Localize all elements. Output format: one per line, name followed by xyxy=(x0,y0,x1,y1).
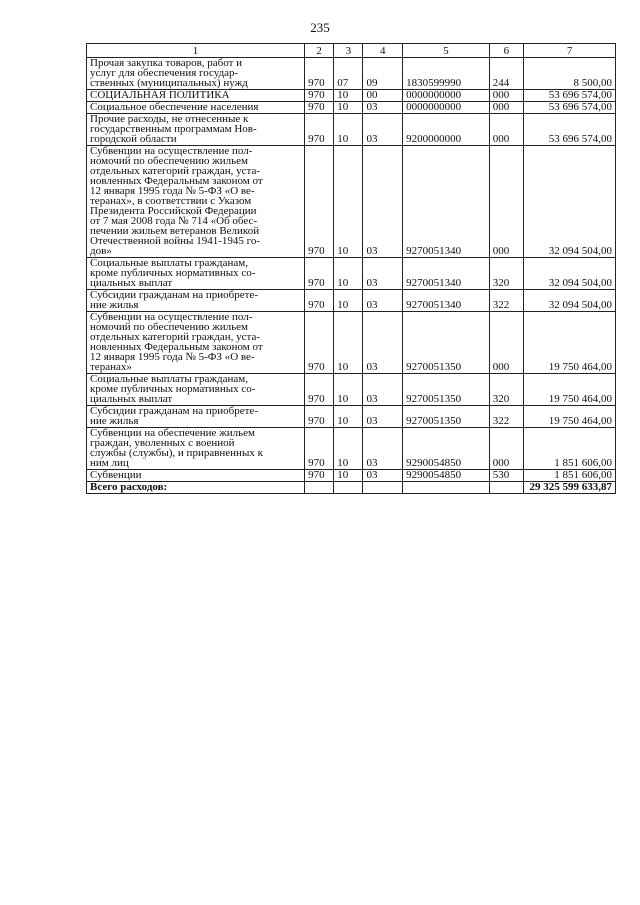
expense-type-code: 000 xyxy=(489,146,523,258)
subsection-code: 00 xyxy=(363,90,403,102)
row-name: Прочая закупка товаров, работ и услуг для обеспечения государ- ственных (муниципальных) нужд xyxy=(87,58,305,90)
admin-code: 970 xyxy=(305,290,334,312)
section-code: 10 xyxy=(334,146,363,258)
expense-type-code: 322 xyxy=(489,406,523,428)
total-row xyxy=(87,482,616,494)
expense-type-code: 530 xyxy=(489,470,523,482)
amount: 53 696 574,00 xyxy=(524,102,616,114)
target-article-code: 0000000000 xyxy=(403,102,490,114)
expenditure-table xyxy=(86,43,616,494)
section-code: 10 xyxy=(334,258,363,290)
table-row xyxy=(87,374,616,406)
target-article-code: 9270051350 xyxy=(403,406,490,428)
table-row xyxy=(87,428,616,470)
expense-type-code: 000 xyxy=(489,102,523,114)
column-header: 3 xyxy=(334,44,363,58)
expense-type-code: 000 xyxy=(489,428,523,470)
section-code: 10 xyxy=(334,428,363,470)
row-name: Субсидии гражданам на приобрете- ние жилья xyxy=(87,406,305,428)
column-header: 2 xyxy=(305,44,334,58)
table-cell xyxy=(305,482,334,494)
table-row xyxy=(87,290,616,312)
total-label: Всего расходов: xyxy=(87,482,305,494)
subsection-code: 03 xyxy=(363,102,403,114)
admin-code: 970 xyxy=(305,102,334,114)
target-article-code: 9270051350 xyxy=(403,312,490,374)
table-cell xyxy=(363,482,403,494)
subsection-code: 03 xyxy=(363,114,403,146)
expense-type-code: 000 xyxy=(489,114,523,146)
section-code: 10 xyxy=(334,406,363,428)
row-name: Субвенции на обеспечение жильем граждан, уволенных с военной службы (службы), и приравненных к ним лиц xyxy=(87,428,305,470)
table-row xyxy=(87,312,616,374)
subsection-code: 03 xyxy=(363,406,403,428)
expense-type-code: 320 xyxy=(489,258,523,290)
row-name: Субвенции xyxy=(87,470,305,482)
admin-code: 970 xyxy=(305,312,334,374)
expense-type-code: 244 xyxy=(489,58,523,90)
table-row xyxy=(87,114,616,146)
section-code: 10 xyxy=(334,114,363,146)
row-name: Субсидии гражданам на приобрете- ние жилья xyxy=(87,290,305,312)
subsection-code: 03 xyxy=(363,290,403,312)
table-cell xyxy=(334,482,363,494)
row-name: Социальные выплаты гражданам, кроме публичных нормативных со- циальных выплат xyxy=(87,374,305,406)
column-header: 4 xyxy=(363,44,403,58)
subsection-code: 03 xyxy=(363,312,403,374)
column-header: 1 xyxy=(87,44,305,58)
section-code: 10 xyxy=(334,312,363,374)
expense-type-code: 000 xyxy=(489,312,523,374)
amount: 53 696 574,00 xyxy=(524,114,616,146)
admin-code: 970 xyxy=(305,258,334,290)
page-number: 235 xyxy=(310,20,330,35)
amount: 19 750 464,00 xyxy=(524,374,616,406)
row-name: Субвенции на осуществление пол- номочий по обеспечению жильем отдельных категорий граждан, уста- новленных Федеральным законом от 12 января 1995 года № 5-ФЗ «О ве- теранах» xyxy=(87,312,305,374)
section-code: 10 xyxy=(334,374,363,406)
amount: 1 851 606,00 xyxy=(524,428,616,470)
table-row xyxy=(87,102,616,114)
amount: 53 696 574,00 xyxy=(524,90,616,102)
target-article-code: 9270051340 xyxy=(403,146,490,258)
table-row xyxy=(87,58,616,90)
section-code: 10 xyxy=(334,470,363,482)
row-name: Социальные выплаты гражданам, кроме публичных нормативных со- циальных выплат xyxy=(87,258,305,290)
amount: 32 094 504,00 xyxy=(524,146,616,258)
column-header: 5 xyxy=(403,44,490,58)
section-code: 10 xyxy=(334,290,363,312)
amount: 8 500,00 xyxy=(524,58,616,90)
subsection-code: 03 xyxy=(363,428,403,470)
target-article-code: 1830599990 xyxy=(403,58,490,90)
row-name: СОЦИАЛЬНАЯ ПОЛИТИКА xyxy=(87,90,305,102)
row-name: Прочие расходы, не отнесенные к государственным программам Нов- городской области xyxy=(87,114,305,146)
section-code: 10 xyxy=(334,102,363,114)
amount: 19 750 464,00 xyxy=(524,406,616,428)
subsection-code: 03 xyxy=(363,146,403,258)
section-code: 10 xyxy=(334,90,363,102)
section-code: 07 xyxy=(334,58,363,90)
amount: 1 851 606,00 xyxy=(524,470,616,482)
amount: 19 750 464,00 xyxy=(524,312,616,374)
column-header: 6 xyxy=(489,44,523,58)
admin-code: 970 xyxy=(305,470,334,482)
table-row xyxy=(87,258,616,290)
admin-code: 970 xyxy=(305,58,334,90)
admin-code: 970 xyxy=(305,374,334,406)
admin-code: 970 xyxy=(305,114,334,146)
table-row xyxy=(87,90,616,102)
target-article-code: 9270051340 xyxy=(403,290,490,312)
header-row xyxy=(87,44,616,58)
target-article-code: 9270051340 xyxy=(403,258,490,290)
admin-code: 970 xyxy=(305,90,334,102)
target-article-code: 9200000000 xyxy=(403,114,490,146)
target-article-code: 0000000000 xyxy=(403,90,490,102)
row-name: Социальное обеспечение населения xyxy=(87,102,305,114)
amount: 32 094 504,00 xyxy=(524,258,616,290)
admin-code: 970 xyxy=(305,146,334,258)
subsection-code: 03 xyxy=(363,470,403,482)
amount: 32 094 504,00 xyxy=(524,290,616,312)
table-cell xyxy=(403,482,490,494)
target-article-code: 9270051350 xyxy=(403,374,490,406)
row-name: Субвенции на осуществление пол- номочий по обеспечению жильем отдельных категорий граждан, уста- новленных Федеральным законом от 12 января 1995 года № 5-ФЗ «О ве- теранах», в соответствии с Указом Президента Российской Федерации от 7 мая 2008 года № 714 «Об обес- печении жильем ветеранов Великой Отечественной войны 1941-1945 го- дов» xyxy=(87,146,305,258)
target-article-code: 9290054850 xyxy=(403,470,490,482)
table-row xyxy=(87,470,616,482)
table-row xyxy=(87,146,616,258)
admin-code: 970 xyxy=(305,428,334,470)
expense-type-code: 000 xyxy=(489,90,523,102)
table-cell xyxy=(489,482,523,494)
column-header: 7 xyxy=(524,44,616,58)
table-body xyxy=(87,58,616,482)
expense-type-code: 320 xyxy=(489,374,523,406)
subsection-code: 03 xyxy=(363,374,403,406)
table-row xyxy=(87,406,616,428)
admin-code: 970 xyxy=(305,406,334,428)
subsection-code: 03 xyxy=(363,258,403,290)
total-amount: 29 325 599 633,87 xyxy=(524,482,616,494)
subsection-code: 09 xyxy=(363,58,403,90)
target-article-code: 9290054850 xyxy=(403,428,490,470)
expense-type-code: 322 xyxy=(489,290,523,312)
